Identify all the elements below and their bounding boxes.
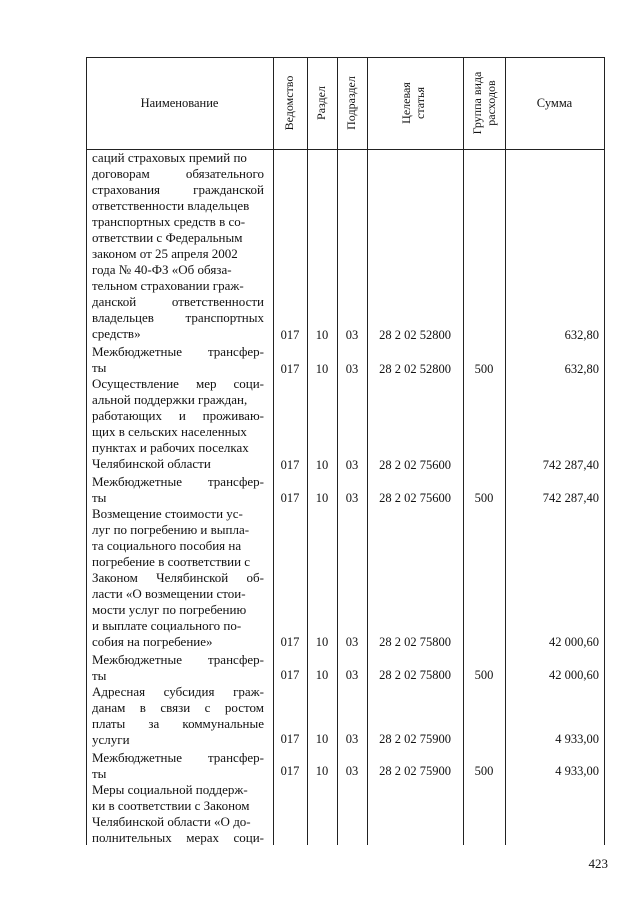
header-name: Наименование (140, 96, 219, 110)
cell-razdel: 10 (315, 732, 329, 746)
cell-vedomstvo: 017 (280, 491, 300, 505)
cell-celevaya: 28 2 02 75600 (379, 491, 451, 505)
page-number: 423 (588, 856, 608, 871)
name-line: ты (92, 360, 107, 375)
table-left-border (86, 57, 87, 845)
cell-vedomstvo: 017 (280, 732, 300, 746)
name-line: Возмещение стоимости ус- (92, 506, 243, 521)
cell-podrazdel: 03 (345, 458, 359, 472)
cell-vedomstvo: 017 (280, 668, 300, 682)
name-line: собия на погребение» (92, 634, 213, 649)
cell-summa: 42 000,60 (549, 635, 599, 649)
name-line: ответствии с Федеральным (92, 230, 243, 245)
name-line: услуги (92, 732, 130, 747)
name-line: саций страховых премий по (92, 150, 247, 165)
cell-summa: 42 000,60 (549, 668, 599, 682)
cell-vedomstvo: 017 (280, 362, 300, 376)
header-gruppa-line2: расходов (484, 80, 498, 126)
cell-podrazdel: 03 (345, 764, 359, 778)
cell-celevaya: 28 2 02 75600 (379, 458, 451, 472)
name-line: Меры социальной поддерж- (92, 782, 248, 797)
cell-summa: 4 933,00 (555, 732, 599, 746)
cell-summa: 632,80 (564, 362, 599, 376)
cell-summa: 742 287,40 (542, 491, 599, 505)
name-line: полнительных мерах соци- (92, 830, 264, 845)
name-line: данам в связи с ростом (92, 700, 264, 715)
cell-podrazdel: 03 (345, 635, 359, 649)
name-line: и выплате социального по- (92, 618, 242, 633)
column-divider (307, 57, 308, 845)
header-vedomstvo: Ведомство (282, 75, 296, 131)
cell-celevaya: 28 2 02 52800 (379, 362, 451, 376)
column-divider (367, 57, 368, 845)
name-line: ты (92, 490, 107, 505)
cell-celevaya: 28 2 02 52800 (379, 328, 451, 342)
header-celevaya-line2: статья (413, 87, 427, 119)
name-line: транспортных средств в со- (92, 214, 246, 229)
header-razdel: Раздел (314, 86, 328, 120)
cell-razdel: 10 (315, 362, 329, 376)
name-line: щих в сельских населенных (92, 424, 247, 439)
cell-podrazdel: 03 (345, 668, 359, 682)
cell-celevaya: 28 2 02 75900 (379, 732, 451, 746)
cell-razdel: 10 (315, 458, 329, 472)
name-line: Осуществление мер соци- (92, 376, 264, 391)
cell-vedomstvo: 017 (280, 764, 300, 778)
name-line: луг по погребению и выпла- (92, 522, 250, 537)
name-line: средств» (92, 326, 141, 341)
name-line: Челябинской области (92, 456, 211, 471)
name-line: Адресная субсидия граж- (92, 684, 264, 699)
cell-podrazdel: 03 (345, 328, 359, 342)
name-line: ответственности владельцев (92, 198, 250, 213)
cell-podrazdel: 03 (345, 732, 359, 746)
column-divider (463, 57, 464, 845)
name-line: данской ответственности (92, 294, 264, 309)
name-line: Законом Челябинской об- (92, 570, 264, 585)
header-summa: Сумма (536, 96, 573, 110)
name-line: Межбюджетные трансфер- (92, 750, 264, 765)
cell-vedomstvo: 017 (280, 458, 300, 472)
name-line: погребение в соответствии с (92, 554, 251, 569)
name-line: законом от 25 апреля 2002 (92, 246, 238, 261)
name-line: договорам обязательного (92, 166, 264, 181)
name-line: тельном страховании граж- (92, 278, 244, 293)
cell-gruppa: 500 (474, 668, 494, 682)
name-line: платы за коммунальные (92, 716, 264, 731)
cell-razdel: 10 (315, 635, 329, 649)
cell-summa: 4 933,00 (555, 764, 599, 778)
cell-vedomstvo: 017 (280, 328, 300, 342)
cell-celevaya: 28 2 02 75800 (379, 635, 451, 649)
cell-summa: 632,80 (564, 328, 599, 342)
column-divider (273, 57, 274, 845)
cell-razdel: 10 (315, 764, 329, 778)
name-line: Межбюджетные трансфер- (92, 474, 264, 489)
cell-gruppa: 500 (474, 491, 494, 505)
name-line: ты (92, 668, 107, 683)
name-line: работающих и проживаю- (92, 408, 264, 423)
cell-celevaya: 28 2 02 75800 (379, 668, 451, 682)
name-line: года № 40-ФЗ «Об обяза- (92, 262, 232, 277)
header-podrazdel: Подраздел (344, 76, 358, 130)
table-right-border (604, 57, 605, 845)
cell-celevaya: 28 2 02 75900 (379, 764, 451, 778)
cell-podrazdel: 03 (345, 362, 359, 376)
name-line: Межбюджетные трансфер- (92, 344, 264, 359)
column-divider (337, 57, 338, 845)
name-line: мости услуг по погребению (92, 602, 247, 617)
name-line: владельцев транспортных (92, 310, 264, 325)
header-gruppa-line1: Группа вида (470, 71, 484, 135)
name-line: Межбюджетные трансфер- (92, 652, 264, 667)
cell-gruppa: 500 (474, 362, 494, 376)
cell-vedomstvo: 017 (280, 635, 300, 649)
cell-gruppa: 500 (474, 764, 494, 778)
cell-razdel: 10 (315, 491, 329, 505)
name-line: Челябинской области «О до- (92, 814, 251, 829)
column-divider (505, 57, 506, 845)
name-line: ты (92, 766, 107, 781)
name-line: та социального пособия на (92, 538, 242, 553)
header-celevaya-line1: Целевая (399, 82, 413, 124)
name-line: пунктах и рабочих поселках (92, 440, 249, 455)
cell-razdel: 10 (315, 328, 329, 342)
name-line: ки в соответствии с Законом (92, 798, 250, 813)
cell-podrazdel: 03 (345, 491, 359, 505)
name-line: страхования гражданской (92, 182, 264, 197)
name-line: ласти «О возмещении стои- (92, 586, 246, 601)
cell-razdel: 10 (315, 668, 329, 682)
name-line: альной поддержки граждан, (92, 392, 248, 407)
cell-summa: 742 287,40 (542, 458, 599, 472)
